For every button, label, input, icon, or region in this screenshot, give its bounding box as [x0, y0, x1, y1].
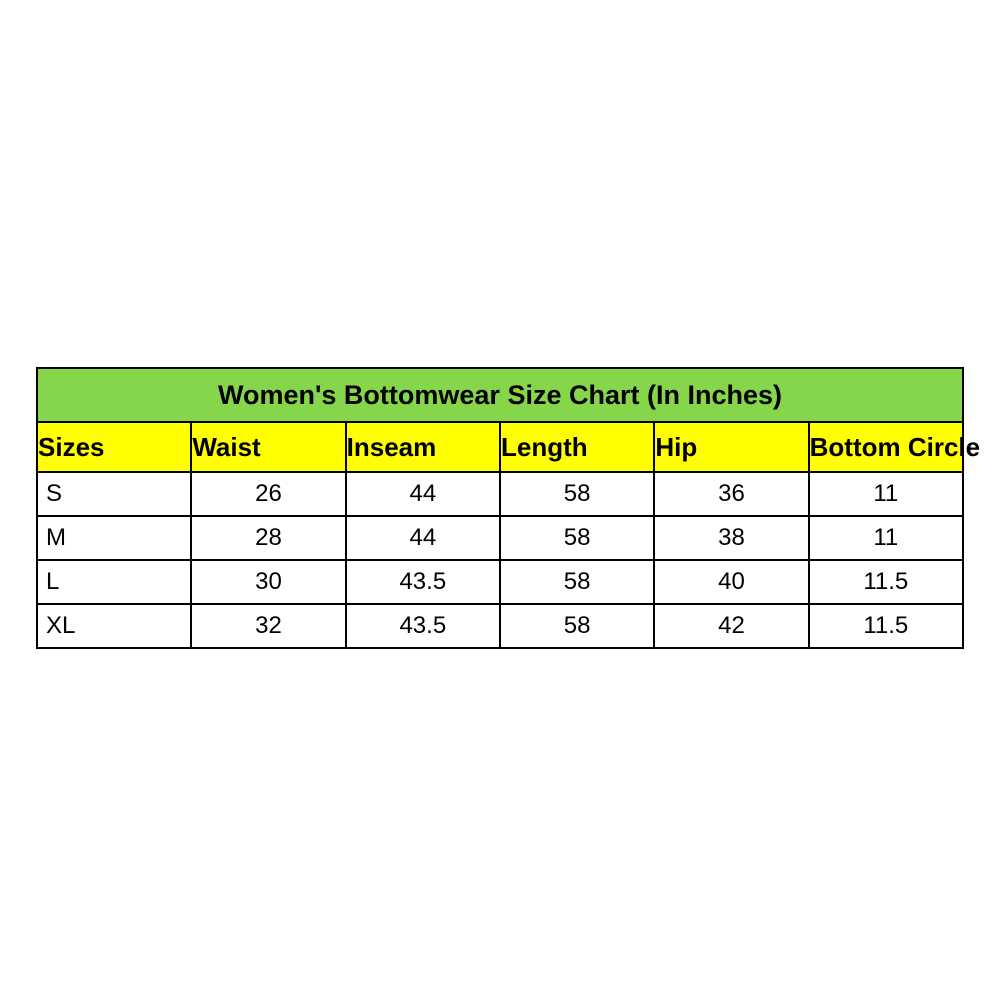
table-row	[37, 516, 963, 560]
cell-waist: 28	[191, 516, 345, 560]
column-header-sizes: Sizes	[37, 422, 191, 472]
column-header-waist: Waist	[191, 422, 345, 472]
cell-length: 58	[500, 560, 654, 604]
cell-length: 58	[500, 472, 654, 516]
cell-hip: 36	[654, 472, 808, 516]
size-chart-container	[36, 367, 981, 649]
cell-hip: 38	[654, 516, 808, 560]
column-header-length: Length	[500, 422, 654, 472]
cell-inseam: 44	[346, 472, 500, 516]
cell-waist: 26	[191, 472, 345, 516]
cell-waist: 32	[191, 604, 345, 648]
cell-length: 58	[500, 604, 654, 648]
column-header-hip: Hip	[654, 422, 808, 472]
column-header-inseam: Inseam	[346, 422, 500, 472]
chart-title: Women's Bottomwear Size Chart (In Inches)	[37, 368, 963, 422]
cell-inseam: 43.5	[346, 560, 500, 604]
cell-bottom-circle: 11.5	[809, 604, 963, 648]
cell-bottom-circle: 11	[809, 472, 963, 516]
cell-bottom-circle: 11	[809, 516, 963, 560]
table-title-row	[37, 368, 963, 422]
cell-waist: 30	[191, 560, 345, 604]
cell-inseam: 44	[346, 516, 500, 560]
table-header-row	[37, 422, 963, 472]
table-row	[37, 560, 963, 604]
size-chart-table	[36, 367, 981, 649]
cell-size: XL	[37, 604, 191, 648]
cell-size: M	[37, 516, 191, 560]
cell-size: L	[37, 560, 191, 604]
column-header-bottom-circle: Bottom Circle	[809, 422, 963, 472]
cell-length: 58	[500, 516, 654, 560]
cell-bottom-circle: 11.5	[809, 560, 963, 604]
cell-size: S	[37, 472, 191, 516]
table-row	[37, 472, 963, 516]
cell-hip: 42	[654, 604, 808, 648]
cell-hip: 40	[654, 560, 808, 604]
cell-inseam: 43.5	[346, 604, 500, 648]
table-row	[37, 604, 963, 648]
